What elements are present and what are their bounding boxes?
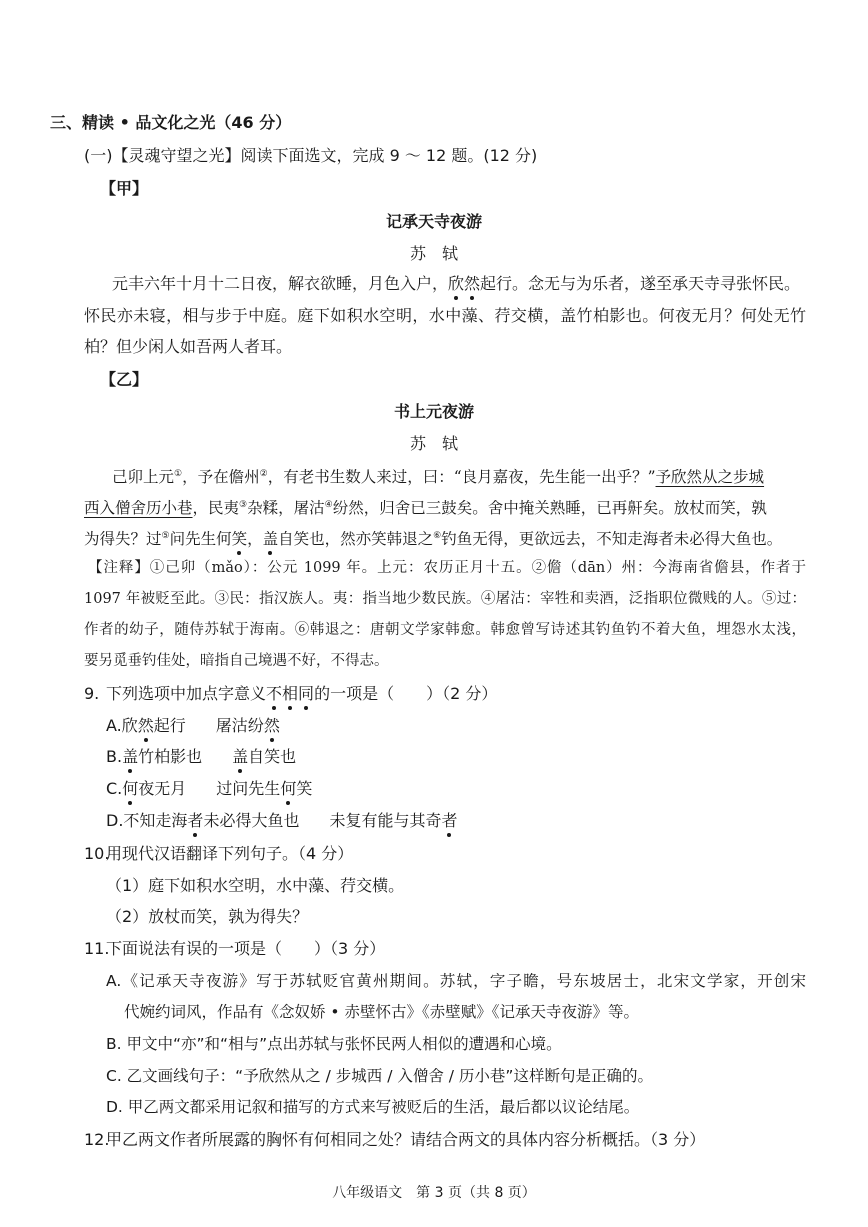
text-run: 自笑也，然亦笑韩退之 xyxy=(278,530,434,549)
section-subheading: (一)【灵魂守望之光】阅读下面选文，完成 9 ～ 12 题。(12 分) xyxy=(84,146,538,165)
text-run: ，予在儋州 xyxy=(182,468,260,487)
text-run: 屠沽纷 xyxy=(215,716,264,735)
question-11-option-b: B. 甲文中“亦”和“相与”点出苏轼与张怀民两人相似的遭遇和心境。 xyxy=(106,1035,562,1053)
dotted-char: 相 xyxy=(282,684,299,703)
question-10-item-2: （2）放杖而笑，孰为得失？ xyxy=(106,907,309,926)
dotted-char: 然 xyxy=(137,716,154,735)
question-12-stem xyxy=(84,1129,705,1151)
text-run: 杂糅，屠沽 xyxy=(247,499,325,518)
page-footer: 八年级语文 第 3 页（共 8 页） xyxy=(332,1185,536,1201)
dotted-char: 何 xyxy=(280,779,297,798)
footnote-mark: ④ xyxy=(324,500,333,510)
passage-yi-label: 【乙】 xyxy=(100,370,149,389)
dotted-char: 何 xyxy=(122,779,139,798)
question-9-option-c xyxy=(106,778,312,800)
text-run: 下列选项中加点字意义 xyxy=(106,684,267,703)
text-run: ，有老书生数人来过，曰：“良月嘉夜，先生能一出乎？” xyxy=(267,468,656,487)
dotted-char: 者 xyxy=(441,811,458,830)
option-label: B. xyxy=(106,747,123,766)
question-9-stem xyxy=(84,683,497,705)
text-run: 起行。念无与为乐者，遂至承天寺寻张怀民。 xyxy=(480,274,801,293)
text-run: 元丰六年十月十二日夜，解衣欲睡，月色入户， xyxy=(112,274,449,293)
text-run: 自笑也 xyxy=(248,747,297,766)
text-run: 为得失？过 xyxy=(84,530,162,549)
passage-yi-line-1 xyxy=(112,463,806,488)
question-10-stem xyxy=(84,843,353,865)
footnote-mark: ⑥ xyxy=(433,531,442,541)
text-run: 纷然，归舍已三鼓矣。舍中掩关熟睡，已再鼾矣。放杖而笑，孰 xyxy=(332,499,767,518)
dotted-char: 同 xyxy=(298,684,315,703)
dotted-char: 者 xyxy=(187,811,204,830)
dotted-char: 欣 xyxy=(448,274,465,293)
question-11-option-d: D. 甲乙两文都采用记叙和描写的方式来写被贬后的生活，最后都以议论结尾。 xyxy=(106,1098,640,1116)
passage-yi-title: 书上元夜游 xyxy=(393,402,474,421)
passage-jia-line-3: 柏？但少闲人如吾两人者耳。 xyxy=(84,337,293,356)
notes-line-2: 1097 年被贬至此。③民：指汉族人。夷：指当地少数民族。④屠沽：宰牲和卖酒，泛指职位微贱的人。⑤过： xyxy=(84,591,806,607)
passage-jia-title: 记承天寺夜游 xyxy=(385,212,482,231)
text-run: 夜无月 xyxy=(138,779,187,798)
footnote-mark: ① xyxy=(174,469,183,479)
option-label: C. xyxy=(106,779,123,798)
passage-yi-author: 苏 轼 xyxy=(409,434,458,453)
text-run: 未必得大鱼也 xyxy=(203,811,300,830)
text-run: 不知走海 xyxy=(123,811,188,830)
question-11-option-a-line-2: 代婉约词风，作品有《念奴娇 • 赤壁怀古》《赤壁赋》《记承天寺夜游》等。 xyxy=(124,1003,639,1021)
text-run: 甲乙两文作者所展露的胸怀有何相同之处？请结合两文的具体内容分析概括。（3 分） xyxy=(106,1130,706,1149)
question-number: 12. xyxy=(84,1130,110,1149)
dotted-char: 盖 xyxy=(232,747,249,766)
question-11-option-a-line-1: A.《记承天寺夜游》写于苏轼贬官黄州期间。苏轼，字子瞻，号东坡居士，北宋文学家，开创宋 xyxy=(106,972,806,990)
text-run: 的一项是（ ）（2 分） xyxy=(314,684,498,703)
question-10-item-1: （1）庭下如积水空明，水中藻、荇交横。 xyxy=(106,876,405,895)
notes-line-4: 要另觅垂钓佳处，暗指自己境遇不好，不得志。 xyxy=(84,653,389,669)
option-label: A. xyxy=(106,716,122,735)
passage-jia-author: 苏 轼 xyxy=(409,244,458,263)
text-run: 问先生何 xyxy=(169,530,232,549)
notes-line-3: 作者的幼子，随侍苏轼于海南。⑥韩退之：唐朝文学家韩愈。韩愈曾写诗述其钓鱼钓不着大鱼，埋怨水太浅， xyxy=(84,622,806,638)
text-run: 起行 xyxy=(153,716,186,735)
text-run: 钓鱼无得，更欲远去，不知走海者未必得大鱼也。 xyxy=(441,530,783,549)
text-run: ，民夷 xyxy=(192,499,240,518)
question-number: 11. xyxy=(84,939,110,958)
text-run: 竹柏影也 xyxy=(138,747,203,766)
dotted-char: 盖 xyxy=(122,747,139,766)
question-11-option-c: C. 乙文画线句子：“予欣然从之 / 步城西 / 入僧舍 / 历小巷”这样断句是正确的。 xyxy=(106,1067,653,1085)
footnote-mark: ③ xyxy=(239,500,248,510)
text-run: 笑 xyxy=(296,779,313,798)
footnote-mark: ② xyxy=(259,469,268,479)
text-run: ， xyxy=(247,530,263,549)
section-heading: 三、精读 • 品文化之光（46 分） xyxy=(50,113,292,132)
dotted-char: 不 xyxy=(266,684,283,703)
text-run: 过问先生 xyxy=(216,779,281,798)
dotted-char: 笑 xyxy=(231,530,248,549)
passage-jia-label: 【甲】 xyxy=(100,179,149,198)
question-number: 9. xyxy=(84,684,100,703)
passage-yi-line-2 xyxy=(84,494,806,519)
underlined-sentence: 西入僧舍历小巷 xyxy=(84,499,193,518)
passage-jia-line-1 xyxy=(112,273,806,295)
question-9-option-d xyxy=(106,810,457,832)
dotted-char: 然 xyxy=(263,716,280,735)
underlined-sentence: 予欣然从之步城 xyxy=(655,468,765,487)
text-run: 下面说法有误的一项是（ ）（3 分） xyxy=(106,939,386,958)
question-number: 10. xyxy=(84,844,110,863)
text-run: 己卯上元 xyxy=(112,468,175,487)
passage-yi-line-3 xyxy=(84,525,806,550)
option-label: D. xyxy=(106,811,124,830)
question-9-option-b xyxy=(106,746,296,768)
question-9-option-a xyxy=(106,715,280,737)
text-run: 未复有能与其奇 xyxy=(329,811,442,830)
notes-line-1: 【注释】①己卯（mǎo）：公元 1099 年。上元：农历正月十五。②儋（dān）州：今海南省儋县，作者于 xyxy=(88,560,806,576)
question-11-stem xyxy=(84,938,385,960)
dotted-char: 然 xyxy=(464,274,481,293)
footnote-mark: ⑤ xyxy=(161,531,170,541)
passage-jia-line-2: 怀民亦未寝，相与步于中庭。庭下如积水空明，水中藻、荇交横，盖竹柏影也。何夜无月？何处无竹 xyxy=(84,306,806,325)
text-run: 用现代汉语翻译下列句子。（4 分） xyxy=(106,844,354,863)
dotted-char: 盖 xyxy=(262,530,279,549)
text-run: 欣 xyxy=(121,716,138,735)
